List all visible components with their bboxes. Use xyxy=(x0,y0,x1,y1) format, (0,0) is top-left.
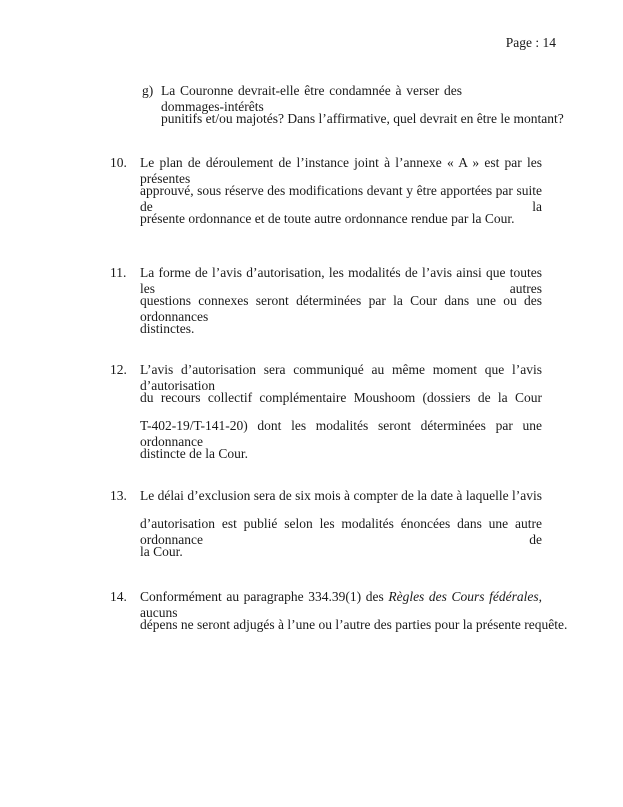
item-10-line-3: présente ordonnance et de toute autre ordonnance rendue par la Cour. xyxy=(140,211,515,226)
item-11-line-1: La forme de l’avis d’autorisation, les modalités de l’avis ainsi que toutes les autres xyxy=(140,265,542,296)
page-number: Page : 14 xyxy=(505,35,556,50)
item-13-line-1: Le délai d’exclusion sera de six mois à compter de la date à laquelle l’avis xyxy=(140,488,542,503)
item-g-line-2: punitifs et/ou majotés? Dans l’affirmative, quel devrait en être le montant? xyxy=(161,111,564,126)
item-marker-g: g) xyxy=(142,83,154,98)
item-10-line-1: Le plan de déroulement de l’instance joint à l’annexe « A » est par les présentes xyxy=(140,155,542,186)
item-marker-12: 12. xyxy=(110,362,127,377)
item-12-line-3: T-402-19/T-141-20) dont les modalités seront déterminées par une ordonnance xyxy=(140,418,542,449)
item-12-line-4: distincte de la Cour. xyxy=(140,446,248,461)
item-11-line-2: questions connexes seront déterminées par la Cour dans une ou des ordonnances xyxy=(140,293,542,324)
item-13-line-3: la Cour. xyxy=(140,544,183,559)
item-12-line-2: du recours collectif complémentaire Moushoom (dossiers de la Cour xyxy=(140,390,542,405)
item-10-line-2: approuvé, sous réserve des modifications devant y être apportées par suite de la xyxy=(140,183,542,214)
item-11-line-3: distinctes. xyxy=(140,321,195,336)
item-14-text-before: Conformément au paragraphe 334.39(1) des xyxy=(140,589,384,604)
item-13-line-2: d’autorisation est publié selon les modalités énoncées dans une autre ordonnance de xyxy=(140,516,542,547)
item-14-citation: Règles des Cours fédérales xyxy=(388,589,539,604)
item-marker-13: 13. xyxy=(110,488,127,503)
item-14-line-2: dépens ne seront adjugés à l’une ou l’autre des parties pour la présente requête. xyxy=(140,617,568,632)
item-marker-10: 10. xyxy=(110,155,127,170)
item-marker-11: 11. xyxy=(110,265,127,280)
item-marker-14: 14. xyxy=(110,589,127,604)
item-14-text-after: , aucuns xyxy=(140,589,542,620)
item-g-line-1: La Couronne devrait-elle être condamnée à verser des dommages-intérêts xyxy=(161,83,462,114)
item-12-line-1: L’avis d’autorisation sera communiqué au même moment que l’avis d’autorisation xyxy=(140,362,542,393)
